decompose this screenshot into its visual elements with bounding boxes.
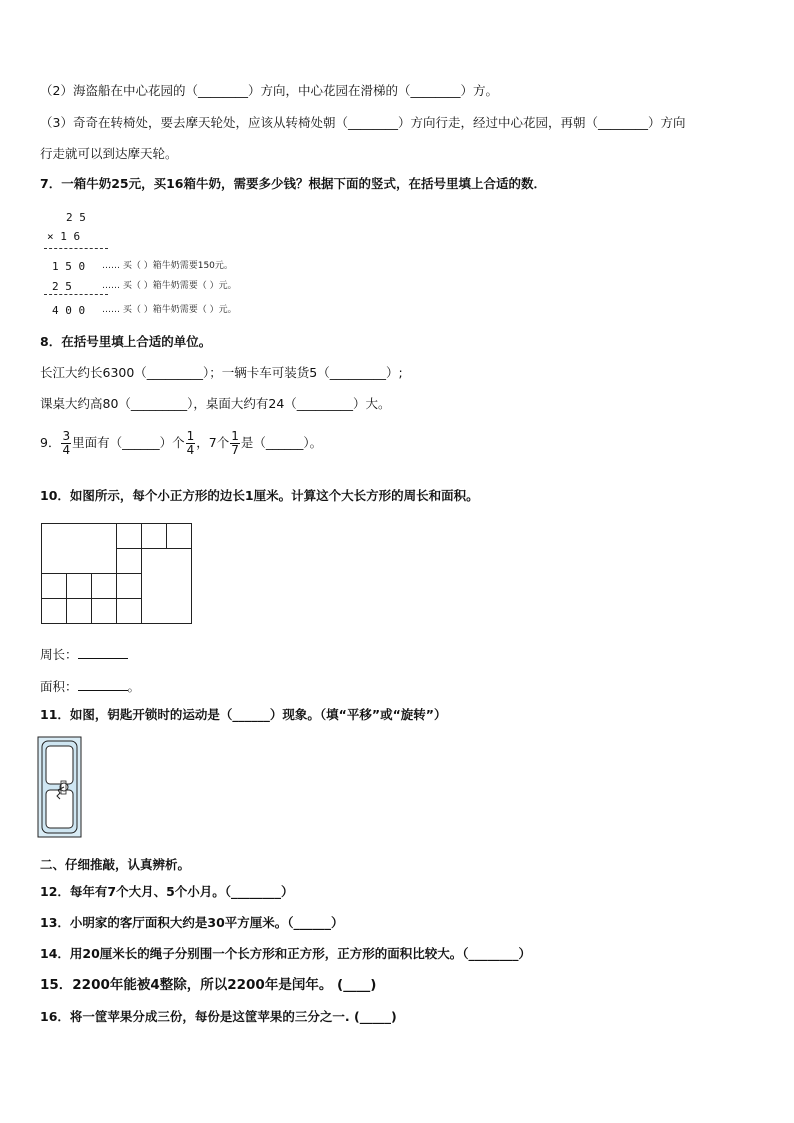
q9-mid1: 里面有（______）个 xyxy=(72,434,185,450)
fraction-three-quarters xyxy=(61,430,71,456)
calc-note-1: …… 买（ ）箱牛奶需要150元。 xyxy=(102,261,233,271)
door-icon xyxy=(37,736,82,838)
q8-line2: 课桌大约高80（_________），桌面大约有24（_________）大。 xyxy=(40,396,391,411)
figure-large-square-right xyxy=(141,548,192,624)
calc-row-partial-1: 1 5 0 xyxy=(52,260,86,273)
q6-part3-line2: 行走就可以到达摩天轮。 xyxy=(40,146,178,161)
q9-prefix: 9． xyxy=(40,434,61,450)
frac1-den: 4 xyxy=(62,442,71,457)
frac1-num: 3 xyxy=(62,429,71,443)
q6-part3-line1: （3）奇奇在转椅处，要去摩天轮处，应该从转椅处朝（________）方向行走，经过中心花园，再朝（________）方向 xyxy=(40,115,686,130)
calc-row-multiplier: × 1 6 xyxy=(47,230,81,243)
q8-title: 8．在括号里填上合适的单位。 xyxy=(40,334,212,349)
q10-text: 10．如图所示，每个小正方形的边长1厘米。计算这个大长方形的周长和面积。 xyxy=(40,488,479,503)
q11-door-figure xyxy=(37,736,82,838)
figure-small-square xyxy=(116,573,142,599)
figure-small-square xyxy=(41,598,67,624)
frac2-den: 4 xyxy=(186,442,195,457)
calc-row-multiplicand: 2 5 xyxy=(66,211,86,224)
figure-small-square xyxy=(41,573,67,599)
figure-small-square xyxy=(116,548,142,574)
figure-small-square xyxy=(91,573,117,599)
fraction-one-quarter xyxy=(186,430,196,456)
q9-suffix: 是（______）。 xyxy=(240,434,323,450)
perimeter-blank[interactable] xyxy=(78,647,128,659)
figure-large-square-top-left xyxy=(41,523,117,574)
calc-note-2: …… 买（ ）箱牛奶需要（ ）元。 xyxy=(102,281,237,291)
judgment-15: 15．2200年能被4整除，所以2200年是闰年。 (____) xyxy=(40,977,377,993)
calc-rule-2 xyxy=(44,294,108,295)
judgment-13: 13．小明家的客厅面积大约是30平方厘米。（______） xyxy=(40,915,344,930)
figure-small-square xyxy=(116,598,142,624)
figure-small-square xyxy=(166,523,192,549)
judgment-16: 16．将一筐苹果分成三份，每份是这筐苹果的三分之一. (_____) xyxy=(40,1009,397,1024)
judgment-14: 14．用20厘米长的绳子分别围一个长方形和正方形，正方形的面积比较大。（________） xyxy=(40,946,532,961)
q8-line1: 长江大约长6300（_________）；一辆卡车可装货5（_________）; xyxy=(40,365,403,380)
judgment-12: 12．每年有7个大月、5个小月。（________） xyxy=(40,884,294,899)
frac3-den: 7 xyxy=(231,442,239,457)
q7-text: 7．一箱牛奶25元，买16箱牛奶，需要多少钱？根据下面的竖式，在括号里填上合适的数． xyxy=(40,176,546,191)
perimeter-label: 周长： xyxy=(40,647,78,662)
q10-perimeter xyxy=(40,647,128,662)
area-suffix: 。 xyxy=(127,679,141,694)
calc-row-product: 4 0 0 xyxy=(52,304,86,317)
fraction-one-seventh xyxy=(230,430,240,456)
q9 xyxy=(40,430,322,456)
section2-title: 二、仔细推敲，认真辨析。 xyxy=(40,857,191,872)
frac3-num: 1 xyxy=(231,429,239,443)
figure-small-square xyxy=(66,573,92,599)
calc-note-3: …… 买（ ）箱牛奶需要（ ）元。 xyxy=(102,305,237,315)
calc-rule-1 xyxy=(44,248,108,249)
frac2-num: 1 xyxy=(186,429,195,443)
q11-text: 11．如图，钥匙开锁时的运动是（______）现象。（填“平移”或“旋转”） xyxy=(40,707,447,722)
q10-area xyxy=(40,679,140,694)
area-label: 面积： xyxy=(40,679,78,694)
q6-part2: （2）海盗船在中心花园的（________）方向，中心花园在滑梯的（________）方。 xyxy=(40,83,498,98)
figure-small-square xyxy=(116,523,142,549)
figure-small-square xyxy=(66,598,92,624)
q9-mid2: ，7个 xyxy=(196,434,230,450)
calc-row-partial-2: 2 5 xyxy=(52,280,72,293)
figure-small-square xyxy=(141,523,167,549)
figure-small-square xyxy=(91,598,117,624)
area-blank[interactable] xyxy=(78,679,128,691)
